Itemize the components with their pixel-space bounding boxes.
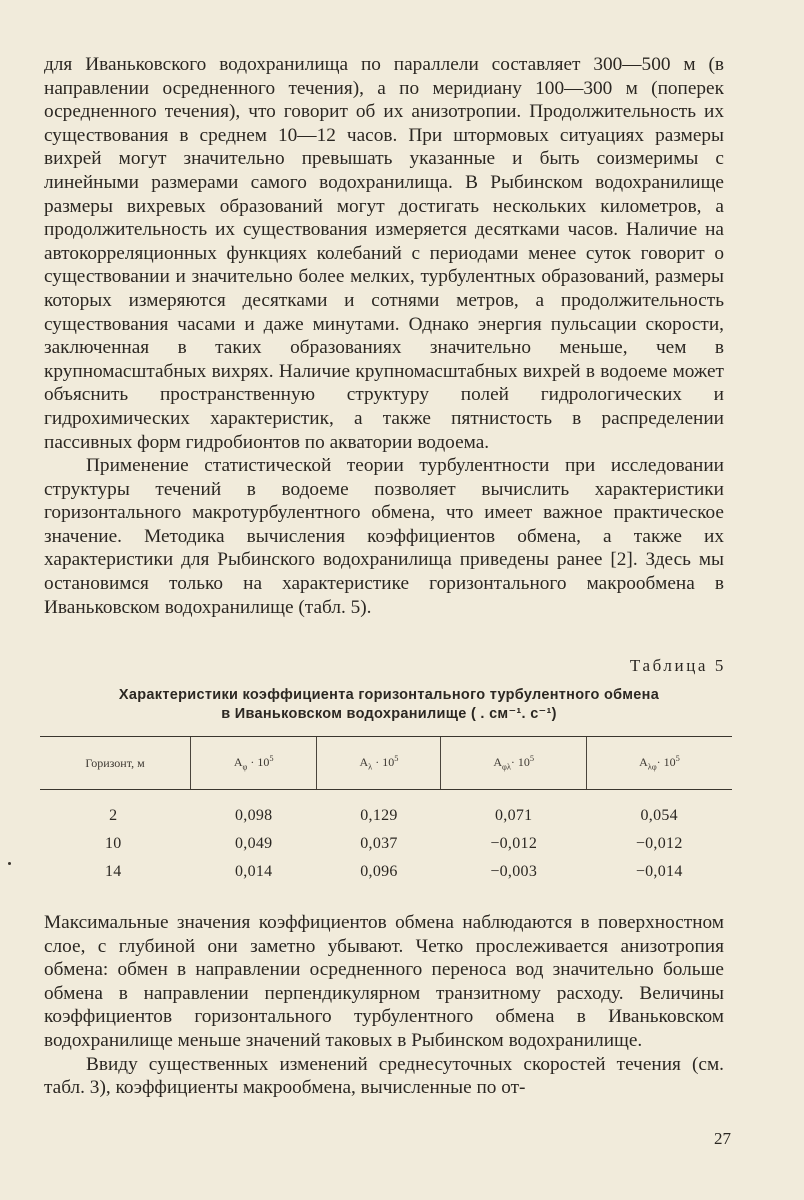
header-a-phi-lambda: $A_{\varphi\lambda}\cdot 10^5$ [441, 737, 586, 790]
table-row [40, 858, 732, 886]
cell-a-lambda: 0,037 [360, 835, 398, 852]
table-caption-line-1: Характеристики коэффициента горизонтального турбулентного обмена [118, 687, 660, 703]
cell-a-phi: 0,049 [234, 835, 273, 852]
cell-a-phi-lambda: −0,003 [490, 863, 538, 880]
table-caption [44, 686, 734, 724]
header-a-lambda-phi: $A_{\lambda\varphi}\cdot 10^5$ [586, 737, 732, 790]
text-block-bottom [44, 911, 724, 1100]
cell-a-lambda: 0,129 [360, 807, 398, 824]
table-label: Таблица 5 [629, 656, 726, 675]
cell-horizon: 10 [104, 835, 122, 852]
cell-a-lambda: 0,096 [360, 863, 398, 880]
table-header-row [40, 737, 732, 790]
coefficients-table [40, 736, 732, 886]
cell-horizon: 2 [109, 807, 118, 824]
cell-a-lambda-phi: 0,054 [640, 807, 678, 824]
cell-a-phi-lambda: −0,012 [490, 835, 538, 852]
paragraph-1: для Иваньковского водохранилища по параллели составляет 300—500 м (в направлении осредненного течения), а по меридиану 100—300 м (поперек осредненного течения), что говорит об их анизотропии. Продолжительность их существования в среднем 10—12 часов. При штормовых ситуациях размеры вихрей могут значительно превышать указанные и быть соизмеримы с линейными размерами самого водохранилища. В Рыбинском водохранилище размеры вихревых образований могут достигать нескольких километров, а продолжительность их существования измеряется десятками часов. Наличие на автокорреляционных функциях колебаний с периодами менее суток говорит о существовании и значительно более мелких, турбулентных образований, размеры которых измеряются десятками и сотнями метров, а продолжительность существования часами и даже минутами. Однако энергия пульсации скорости, заключенная в таких образованиях значительно меньше, чем в крупномасштабных вихрях. Наличие крупномасштабных вихрей в водоеме может объяснить пространственную структуру полей гидрологических и гидрохимических характеристик, а также пятнистость в распределении пассивных форм гидробионтов по акватории водоема. [44, 54, 724, 453]
paragraph-4: Ввиду существенных изменений среднесуточных скоростей течения (см. табл. 3), коэффициенты макрообмена, вычисленные по от- [44, 1053, 724, 1099]
page-number: 27 [714, 1129, 731, 1148]
cell-a-phi: 0,014 [234, 863, 273, 880]
cell-a-phi: 0,098 [234, 807, 273, 824]
header-a-lambda: $A_\lambda \cdot 10^5$ [317, 737, 441, 790]
paper-speck [8, 862, 11, 865]
text-block-top [44, 53, 724, 619]
cell-a-lambda-phi: −0,014 [635, 863, 683, 880]
paragraph-3: Максимальные значения коэффициентов обмена наблюдаются в поверхностном слое, с глубиной они заметно убывают. Четко прослеживается анизотропия обмена: обмен в направлении осредненного переноса вод значительно больше обмена в направлении перпендикулярном транзитному расходу. Величины коэффициентов горизонтального турбулентного обмена в Иваньковском водохранилище меньше значений таковых в Рыбинском водохранилище. [44, 912, 724, 1051]
table-row [40, 790, 732, 831]
table-caption-line-2: в Иваньковском водохранилище ( . см⁻¹. с⁻¹) [221, 706, 557, 722]
paragraph-2: Применение статистической теории турбулентности при исследовании структуры течений в водоеме позволяет вычислить характеристики горизонтального макротурбулентного обмена, что имеет важное практическое значение. Методика вычисления коэффициентов обмена, а также их характеристики для Рыбинского водохранилища приведены ранее [2]. Здесь мы остановимся только на характеристике горизонтального макрообмена в Иваньковском водохранилище (табл. 5). [44, 455, 724, 618]
cell-a-phi-lambda: 0,071 [494, 807, 533, 824]
header-a-phi: $A_\varphi \cdot 10^5$ [191, 737, 317, 790]
cell-a-lambda-phi: −0,012 [635, 835, 683, 852]
header-horizon: Горизонт, м [40, 737, 191, 790]
cell-horizon: 14 [104, 863, 122, 880]
table-row [40, 830, 732, 858]
